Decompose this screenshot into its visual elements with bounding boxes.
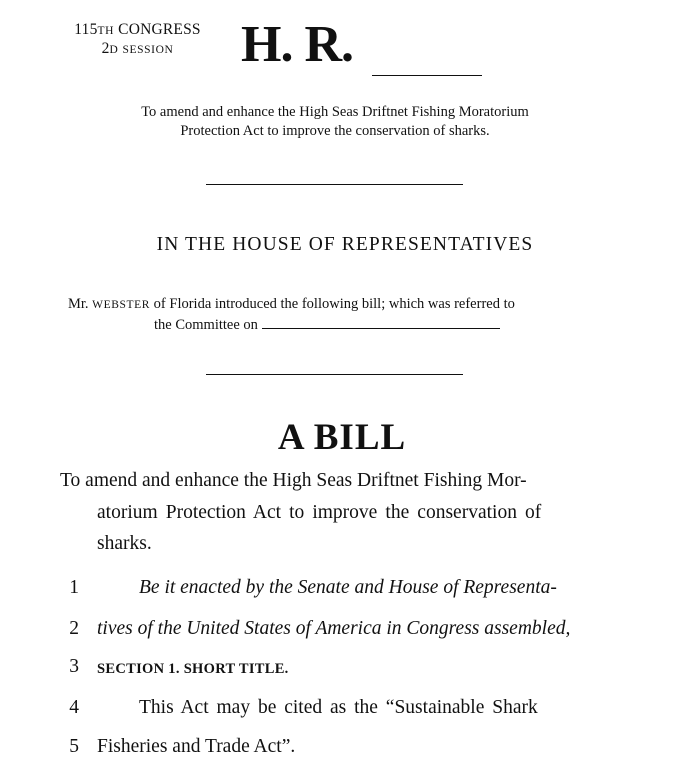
bill-number-label: H. R.: [241, 16, 353, 73]
enacting-clause-line-2: tives of the United States of America in Congress assembled,: [97, 618, 571, 639]
introduction-line-1: Mr. WEBSTER of Florida introduced the following bill; which was referred to: [68, 296, 515, 312]
section-text-line-2: Fisheries and Trade Act”.: [97, 736, 296, 757]
introduction-paragraph: [68, 294, 608, 335]
sponsor-name: WEBSTER: [92, 299, 151, 311]
short-title: [60, 103, 610, 141]
divider-rule-2: [206, 374, 463, 375]
line-number: 4: [69, 697, 79, 718]
short-title-line-1: To amend and enhance the High Seas Driftnet Fishing Moratorium: [141, 104, 529, 120]
line-number: 2: [69, 618, 79, 639]
committee-blank: [262, 316, 500, 329]
line-number: 5: [69, 736, 79, 757]
divider-rule-1: [206, 184, 463, 185]
official-title-line-2: atorium Protection Act to improve the conservation of: [97, 502, 542, 523]
introduction-line-2: the Committee on: [68, 315, 608, 335]
short-title-line-2: Protection Act to improve the conservation of sharks.: [180, 123, 490, 139]
congress-line: 115TH CONGRESS: [74, 21, 201, 38]
enacting-clause-line-1: Be it enacted by the Senate and House of Representa-: [139, 577, 557, 598]
section-text-line-1: This Act may be cited as the “Sustainable Shark: [139, 697, 538, 718]
congress-session-block: [40, 21, 235, 59]
session-line: 2D SESSION: [101, 40, 174, 57]
session-word: SESSION: [122, 44, 174, 56]
chamber-heading: IN THE HOUSE OF REPRESENTATIVES: [156, 234, 534, 255]
bill-number-blank: [372, 75, 482, 76]
bill-heading: A BILL: [277, 417, 407, 458]
line-number: 1: [69, 577, 79, 598]
section-heading: SECTION 1. SHORT TITLE.: [97, 661, 289, 677]
official-title-line-1: To amend and enhance the High Seas Driftnet Fishing Mor-: [60, 470, 527, 491]
official-title-line-3: sharks.: [97, 533, 152, 554]
line-number: 3: [69, 656, 79, 677]
